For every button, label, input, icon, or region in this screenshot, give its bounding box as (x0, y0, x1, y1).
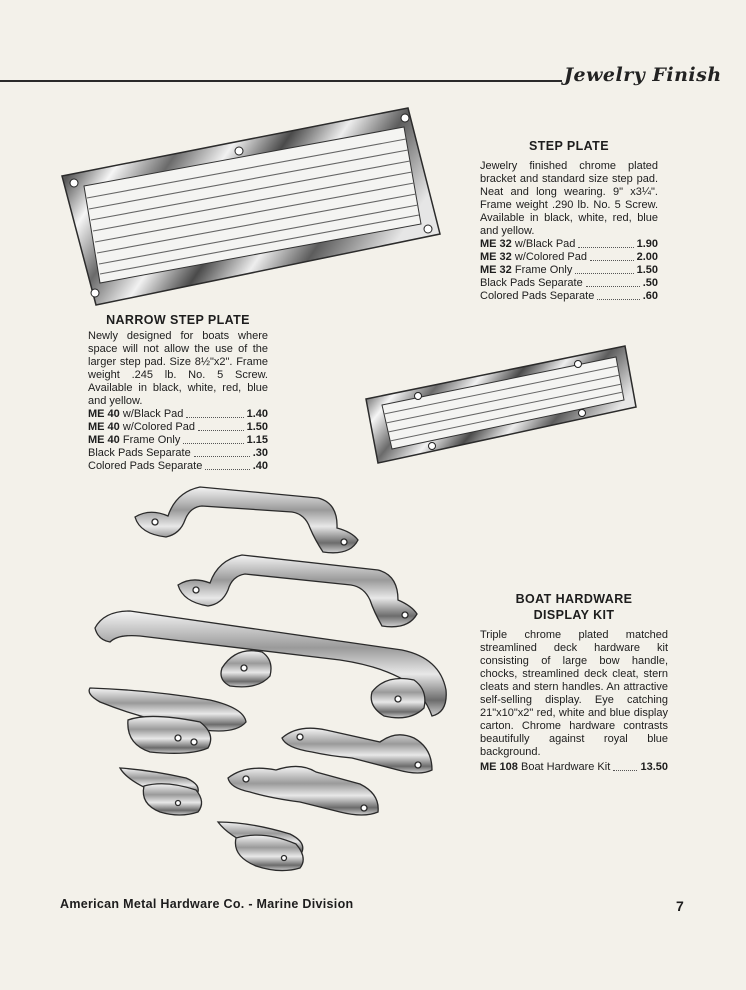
narrow-step-plate-image (366, 346, 636, 463)
item-label: w/Colored Pad (514, 251, 588, 263)
item-code: ME 40 (88, 421, 120, 433)
display-kit-title-line1: BOAT HARDWARE (515, 592, 633, 606)
price-row (88, 460, 268, 473)
item-label: Colored Pads Separate (88, 460, 203, 472)
finish-label: Jewelry Finish (564, 64, 722, 86)
item-price: .60 (642, 290, 658, 302)
item-price: 1.50 (636, 264, 658, 276)
item-code: ME 108 (480, 761, 518, 773)
item-code: ME 32 (480, 238, 512, 250)
price-row (480, 761, 668, 774)
display-kit-image (89, 487, 446, 871)
leader-dots (575, 264, 633, 274)
item-label: Colored Pads Separate (480, 290, 595, 302)
narrow-step-plate-title: NARROW STEP PLATE (106, 313, 250, 327)
step-plate-description: Jewelry finished chrome plated bracket and standard size step pad. Neat and long wearing. 9" x3¼". Frame weight .290 lb. No. 5 Screw. Available in black, white, red, blue and yellow. (480, 160, 658, 237)
item-price: 13.50 (640, 761, 668, 773)
item-price: 1.90 (636, 238, 658, 250)
display-kit-title-line2: DISPLAY KIT (533, 608, 615, 622)
leader-dots (205, 460, 249, 470)
item-label: Boat Hardware Kit (520, 761, 611, 773)
item-code: ME 40 (88, 408, 120, 420)
price-row (88, 447, 268, 460)
leader-dots (597, 290, 639, 300)
step-plate-section (480, 138, 658, 303)
narrow-step-plate-price-list (88, 408, 268, 473)
item-label: w/Black Pad (514, 238, 576, 250)
item-label: w/Colored Pad (122, 421, 196, 433)
price-row (88, 434, 268, 447)
display-kit-section (480, 591, 668, 774)
item-label: Frame Only (514, 264, 573, 276)
price-row (480, 264, 658, 277)
leader-dots (578, 238, 633, 248)
price-row (88, 408, 268, 421)
price-row (480, 277, 658, 290)
step-plate-price-list (480, 238, 658, 303)
page-number: 7 (676, 898, 684, 914)
display-kit-description: Triple chrome plated matched streamlined deck hardware kit consisting of large bow handle, chocks, streamlined deck cleat, stern cleats and stern handles. An attractive self-selling display. Eye catching 21"x10"x2" red, white and blue display carton. Chrome hardware contrasts beautifully against royal blue background. (480, 629, 668, 758)
item-label: Black Pads Separate (88, 447, 191, 459)
narrow-step-plate-description: Newly designed for boats where space will not allow the use of the larger step pad. Size 8½"x2". Frame weight .245 lb. No. 5 Screw. Available in black, white, red, blue and yellow. (88, 330, 268, 407)
item-price: 1.15 (246, 434, 268, 446)
price-row (480, 290, 658, 303)
leader-dots (198, 421, 244, 431)
item-code: ME 32 (480, 264, 512, 276)
item-code: ME 32 (480, 251, 512, 263)
narrow-step-plate-section (88, 312, 268, 473)
step-plate-image (62, 108, 440, 305)
step-plate-title: STEP PLATE (529, 139, 609, 153)
item-label: Black Pads Separate (480, 277, 583, 289)
price-row (88, 421, 268, 434)
item-price: 1.50 (246, 421, 268, 433)
item-label: w/Black Pad (122, 408, 184, 420)
leader-dots (613, 761, 637, 771)
price-row (480, 251, 658, 264)
leader-dots (183, 434, 243, 444)
leader-dots (590, 251, 634, 261)
leader-dots (186, 408, 243, 418)
price-row (480, 238, 658, 251)
item-price: 1.40 (246, 408, 268, 420)
item-price: .40 (252, 460, 268, 472)
item-price: .30 (252, 447, 268, 459)
item-code: ME 40 (88, 434, 120, 446)
item-label: Frame Only (122, 434, 181, 446)
header-rule (0, 80, 562, 82)
item-price: .50 (642, 277, 658, 289)
leader-dots (586, 277, 640, 287)
leader-dots (194, 447, 250, 457)
item-price: 2.00 (636, 251, 658, 263)
footer-company: American Metal Hardware Co. - Marine Division (60, 897, 354, 911)
